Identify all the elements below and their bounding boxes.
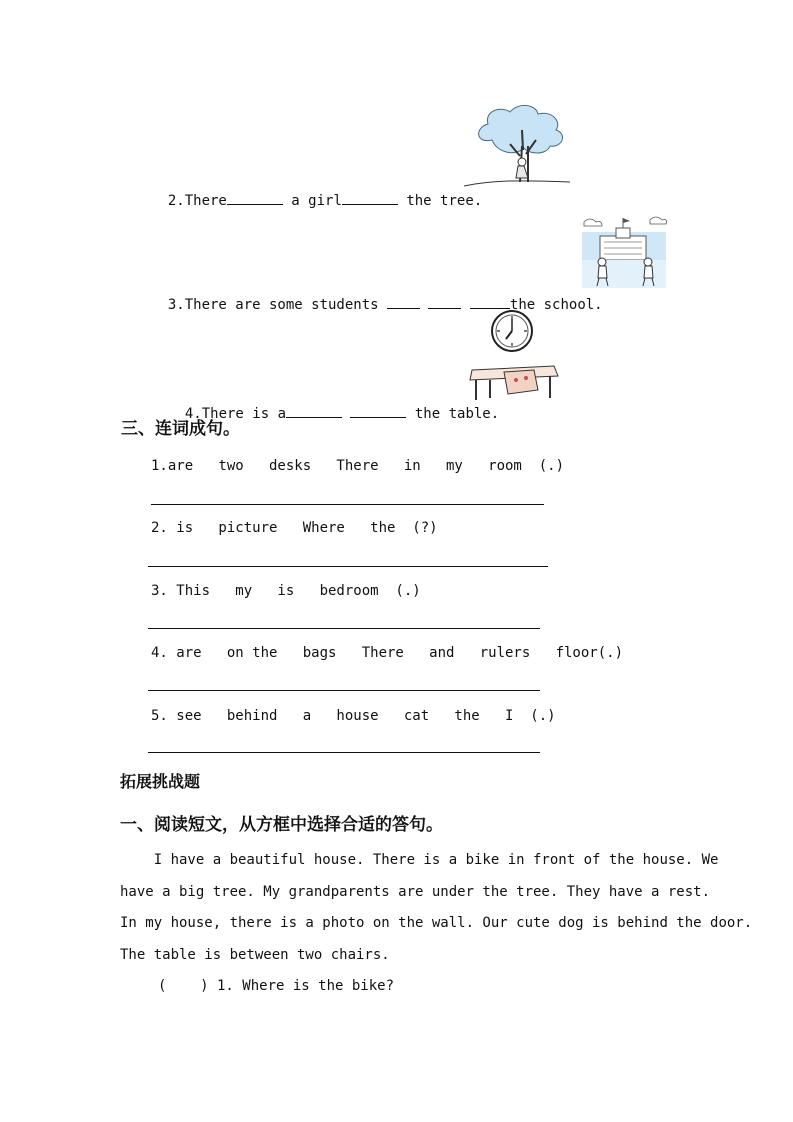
q2-text-c: the tree. — [397, 193, 483, 209]
school-students-illustration — [580, 210, 668, 290]
q2-text-a: 2.There — [167, 193, 227, 209]
passage-line: The table is between two chairs. — [120, 946, 390, 963]
answer-line[interactable] — [148, 690, 540, 691]
q4-text-b: the table. — [406, 406, 500, 422]
answer-blank[interactable] — [350, 404, 406, 418]
answer-line[interactable] — [148, 566, 548, 567]
challenge-title: 拓展挑战题 — [120, 772, 201, 791]
answer-blank[interactable] — [227, 191, 283, 205]
sentence-item-5: 5. see behind a house cat the I (.) — [151, 708, 556, 724]
answer-blank[interactable] — [286, 404, 342, 418]
reading-question-title: 一、阅读短文，从方框中选择合适的答句。 — [120, 815, 443, 835]
clock-illustration — [490, 309, 534, 353]
answer-line[interactable] — [148, 752, 540, 753]
q3-text-a: 3.There are some students — [167, 297, 379, 313]
sentence-item-3: 3. This my is bedroom (.) — [151, 583, 421, 599]
question-4 — [168, 390, 499, 421]
answer-blank[interactable] — [470, 295, 510, 309]
q4-text-a: 4.There is a — [184, 406, 287, 422]
passage-line: I have a beautiful house. There is a bike in front of the house. We — [120, 852, 719, 868]
tree-girl-illustration — [462, 100, 574, 190]
passage-line: In my house, there is a photo on the wall. Our cute dog is behind the door. — [120, 915, 753, 931]
answer-line[interactable] — [148, 628, 540, 629]
q3-text-b: the school. — [509, 297, 603, 313]
table-illustration — [468, 362, 560, 402]
answer-blank[interactable] — [387, 295, 420, 309]
sentence-item-4: 4. are on the bags There and rulers floor(.) — [151, 645, 624, 661]
passage-line: have a big tree. My grandparents are under the tree. They have a rest. — [120, 883, 711, 900]
question-2 — [151, 177, 482, 208]
reading-passage — [120, 845, 753, 971]
section-3-title: 三、连词成句。 — [121, 419, 240, 439]
reading-question-1: ( ) 1. Where is the bike? — [158, 978, 395, 994]
question-3 — [151, 281, 603, 312]
answer-blank[interactable] — [342, 191, 398, 205]
q2-text-b: a girl — [282, 193, 342, 209]
sentence-item-1: 1.are two desks There in my room (.) — [151, 458, 565, 474]
sentence-item-2: 2. is picture Where the (?) — [151, 520, 438, 536]
answer-line[interactable] — [151, 504, 544, 505]
answer-blank[interactable] — [428, 295, 461, 309]
